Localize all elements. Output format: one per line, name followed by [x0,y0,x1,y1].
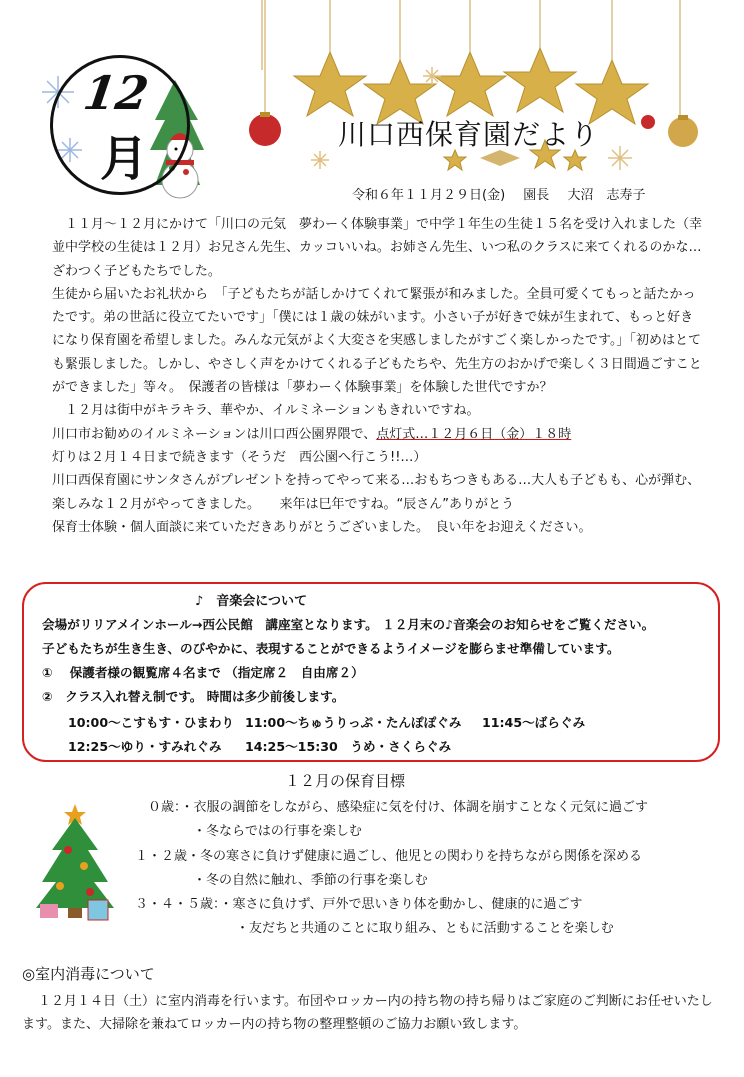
goal-text: ・冬ならではの行事を楽しむ [193,824,362,839]
newsletter-title: 川口西保育園だより [338,118,600,151]
goals-title: １２月の保育目標 [285,772,406,790]
goal-age-345 [135,893,582,912]
schedule-entry: 10:00～こすもす・ひまわり [68,715,235,730]
schedule-entry: 11:00～ちゅうりっぷ・たんぽぽぐみ [245,715,462,730]
author-role: 園長 [523,188,550,203]
goal-age-0 [148,796,648,815]
illumination-text: 川口市お勧めのイルミネーションは川口西公園界隈で、 [52,426,377,442]
goal-age-label: ３・４・５歳： [135,897,220,912]
intro-body [52,213,715,539]
concert-item-1: ① 保護者様の観覧席４名まで （指定席２ 自由席２） [42,665,364,680]
goal-text: ・寒さに負けず、戸外で思いきり体を動かし、健康的に過ごす [219,897,583,912]
christmas-tree-icon [30,800,120,925]
goal-text: 冬の寒さに負けず健康に過ごし、他児との関わりを持ちながら関係を深める [200,849,643,864]
gold-ornament [668,117,698,147]
goal-text: ・冬の自然に触れ、季節の行事を楽しむ [193,873,428,888]
intro-paragraph-4 [52,423,702,446]
intro-paragraph-5: 灯りは２月１４日まで続きます（そうだ 西公園へ行こう!!…） [52,449,427,465]
concert-prep-line: 子どもたちが生き生き、のびやかに、表現することができるようイメージを膨らませ準備しています。 [42,641,620,656]
intro-paragraph-6: 川口西保育園にサンタさんがプレゼントを持ってやって来る…おもちつきもある…大人も子どもも、心が弾む、楽しみな１２月がやってきました。 来年は巳年ですね。“辰さん”ありがとう [52,473,701,512]
author-name: 大沼 志寿子 [567,188,646,203]
lighting-ceremony: 点灯式…１２月６日（金）１８時 [376,426,572,442]
schedule-entry: 12:25～ゆり・すみれぐみ [68,739,222,754]
intro-paragraph-2: 生徒から届いたお礼状から 「子どもたちが話しかけてくれて緊張が和みました。全員可愛くてもっと話たかったです。弟の世話に役立てたいです」「僕には１歳の妹がいます。小さい子が好きで妹が生まれて、もっと好きになり保育園を希望しました。みんな元気がよく大変さを実感しましたがすごく楽しかったです。」「初めはとても緊張しました。しかし、やさしく声をかけてくれる子どもたちや、先生方のおかげで楽しく３日間過ごすことができました」等々。 保護者の皆様は「夢わーく体験事業」を体験した世代ですか？ [52,286,702,396]
schedule-entry: 11:45～ばらぐみ [482,715,586,730]
intro-paragraph-7: 保育士体験・個人面談に来ていただきありがとうございました。 良い年をお迎えください。 [52,519,592,535]
concert-title: ♪ 音楽会について [195,594,308,609]
month-kanji: 月 [100,131,149,187]
goal-text: ・友だちと共通のことに取り組み、ともに活動することを楽しむ [236,921,614,936]
disinfection-heading: ◎室内消毒について [22,965,155,983]
concert-venue-line: 会場がリリアメインホール→西公民館 講座室となります。 １２月末の♪音楽会のお知らせをご覧ください。 [42,617,655,632]
goal-text: ・衣服の調節をしながら、感染症に気を付け、体調を崩すことなく元気に過ごす [180,800,648,815]
concert-item-2: ② クラス入れ替え制です。 時間は多少前後します。 [42,689,345,704]
disinfection-text: １２月１４日（土）に室内消毒を行います。布団やロッカー内の持ち物の持ち帰りはご家庭のご判断にお任せいたします。また、大掃除を兼ねてロッカー内の持ち物の整理整頓のご協力お願い致します。 [22,994,713,1032]
month-number: 12 [80,66,152,120]
newsletter-header [0,0,744,203]
issue-dateline [352,184,659,203]
intro-paragraph-1: １１月～１２月にかけて「川口の元気 夢わーく体験事業」で中学１年生の生徒１５名を受け入れました（幸並中学校の生徒は１２月）お兄さん先生、カッコいいね。お姉さん先生、いつ私のクラスに来てくれるのかな… ざわつく子どもたちでした。 [52,217,715,279]
issue-date: 令和６年１１月２９日(金) [352,188,506,203]
intro-paragraph-3: １２月は街中がキラキラ、華やか、イルミネーションもきれいですね。 [65,403,480,419]
goal-age-12 [135,845,642,864]
goal-age-label: １・２歳・ [135,849,201,864]
goal-age-label: ０歳： [148,800,181,815]
red-ornament [249,114,281,146]
schedule-entry: 14:25～15:30 うめ・さくらぐみ [245,739,452,754]
